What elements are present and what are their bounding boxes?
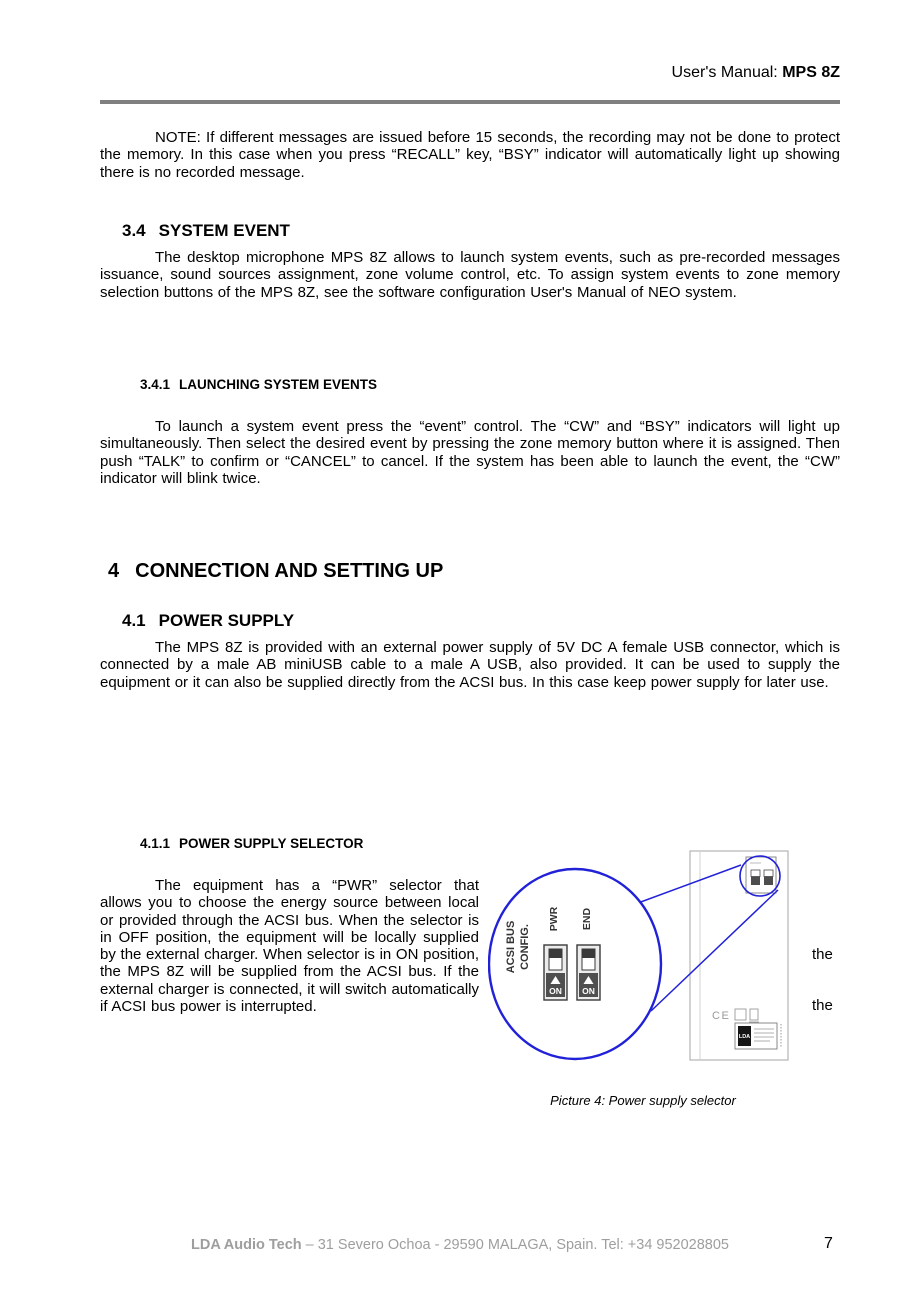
chapter-heading-4 <box>108 560 443 583</box>
section-title: POWER SUPPLY <box>158 611 295 630</box>
header-product-name: MPS 8Z <box>782 64 840 81</box>
wrapped-word: the <box>812 997 833 1014</box>
lda-logo: LDA <box>738 1034 751 1040</box>
pwr-switch <box>544 945 567 1000</box>
page-number: 7 <box>824 1235 833 1252</box>
wrapped-word: the <box>812 946 833 963</box>
dip-switch-detail <box>740 856 780 896</box>
power-supply-selector-figure <box>488 845 790 1062</box>
section-heading-4-1 <box>122 611 294 631</box>
on-label-left: ON <box>549 986 562 996</box>
acsi-bus-label: ACSI BUS <box>505 920 517 974</box>
section-number: 3.4 <box>122 221 146 240</box>
lda-label-plate <box>735 1023 781 1049</box>
end-switch <box>577 945 600 1000</box>
page-header <box>100 64 840 82</box>
header-divider <box>100 100 840 104</box>
figure-caption: Picture 4: Power supply selector <box>550 1093 736 1108</box>
page-footer <box>0 1237 920 1253</box>
chapter-title: CONNECTION AND SETTING UP <box>135 560 444 582</box>
footer-company: LDA Audio Tech <box>191 1237 302 1253</box>
on-label-right: ON <box>582 986 595 996</box>
section-title: LAUNCHING SYSTEM EVENTS <box>179 377 378 392</box>
footer-address: – 31 Severo Ochoa - 29590 MALAGA, Spain. Tel: +34 952028805 <box>301 1237 729 1253</box>
chapter-number: 4 <box>108 560 120 582</box>
section-4-1-body: The MPS 8Z is provided with an external power supply of 5V DC A female USB connector, which is connected by a male AB miniUSB cable to a male A USB, also provided. It can be used to supply the equipment or it can also be supplied directly from the ACSI bus. In this case keep power supply for later use. <box>100 639 840 691</box>
config-label: CONFIG. <box>519 924 531 970</box>
section-heading-3-4 <box>122 221 290 241</box>
figure-illustration <box>488 845 790 1062</box>
section-title: POWER SUPPLY SELECTOR <box>179 836 364 851</box>
section-heading-3-4-1 <box>140 377 377 392</box>
pwr-label: PWR <box>548 906 560 932</box>
end-label: END <box>581 907 593 931</box>
section-heading-4-1-1 <box>140 836 363 851</box>
section-title: SYSTEM EVENT <box>158 221 290 240</box>
section-3-4-body: The desktop microphone MPS 8Z allows to launch system events, such as pre-recorded messages issuance, sound sources assignment, zone volume control, etc. To assign system events to zone memory selection buttons of the MPS 8Z, see the software configuration User's Manual of NEO system. <box>100 249 840 301</box>
section-number: 4.1 <box>122 611 146 630</box>
section-number: 3.4.1 <box>140 377 171 392</box>
section-3-4-1-body: To launch a system event press the “event” control. The “CW” and “BSY” indicators will light up simultaneously. Then select the desired event by pressing the zone memory button where it is assigned. Then push “TALK” to confirm or “CANCEL” to cancel. If the system has been able to launch the event, the “CW” indicator will blink twice. <box>100 418 840 487</box>
section-number: 4.1.1 <box>140 836 171 851</box>
ce-label: CE <box>712 1010 731 1022</box>
section-4-1-1-body: The equipment has a “PWR” selector that allows you to choose the energy source between local or provided through the ACSI bus. When the selector is in OFF position, the equipment will be locally supplied by the external charger. When selector is in ON position, the MPS 8Z will be supplied from the ACSI bus. If the external charger is connected, it will switch automatically if ACSI bus power is interrupted. <box>100 877 479 1016</box>
note-paragraph: NOTE: If different messages are issued before 15 seconds, the recording may not be done to protect the memory. In this case when you press “RECALL” key, “BSY” indicator will automatically light up showing there is no recorded message. <box>100 129 840 181</box>
header-title-prefix: User's Manual: <box>671 64 783 81</box>
